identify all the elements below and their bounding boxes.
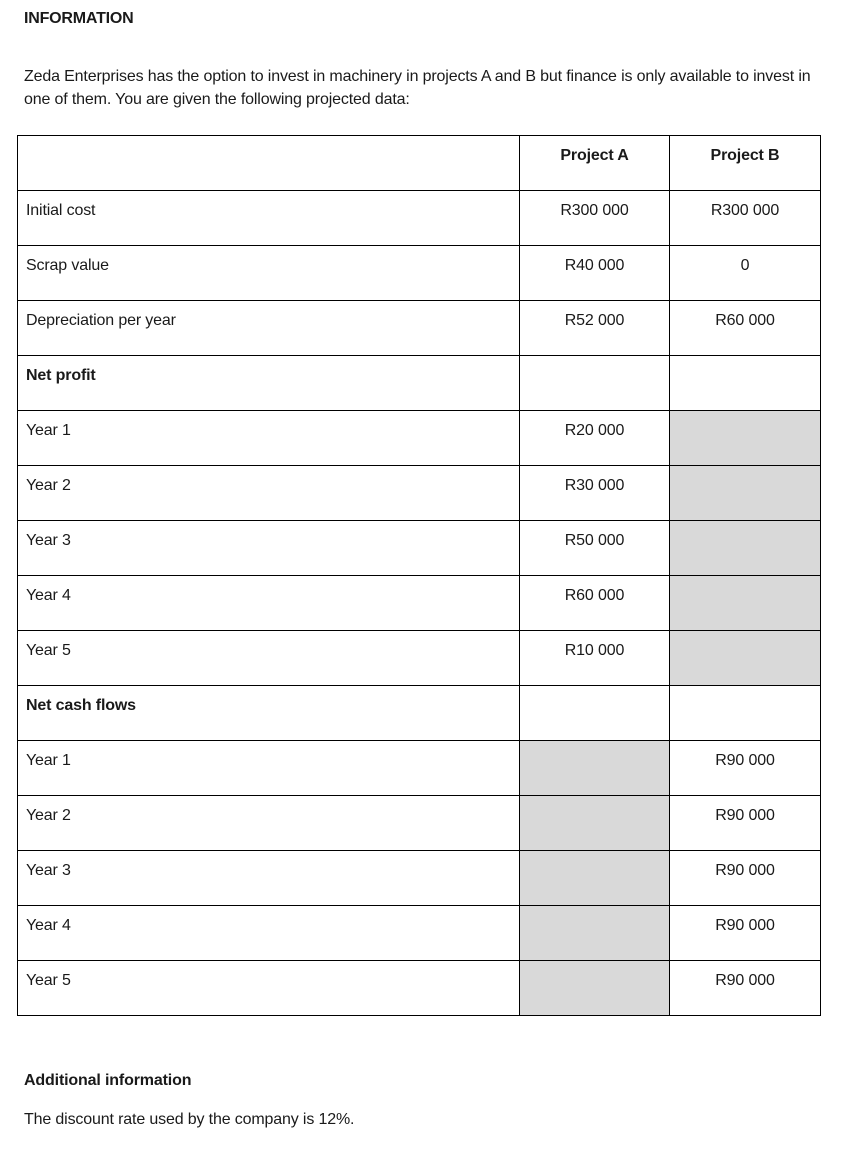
row-label: Scrap value — [18, 246, 520, 301]
shaded-cell — [670, 631, 821, 686]
row-label: Year 2 — [18, 796, 520, 851]
project-a-value: R40 000 — [520, 246, 670, 301]
table-row-initial-cost — [18, 191, 821, 246]
section-row-net-cash-flows — [18, 686, 821, 741]
project-a-value: R50 000 — [520, 521, 670, 576]
row-label: Year 2 — [18, 466, 520, 521]
project-a-value: R52 000 — [520, 301, 670, 356]
row-label: Year 3 — [18, 521, 520, 576]
project-b-value: 0 — [670, 246, 821, 301]
project-b-value: R90 000 — [670, 741, 821, 796]
shaded-cell — [520, 796, 670, 851]
row-label: Year 4 — [18, 576, 520, 631]
discount-rate-text: The discount rate used by the company is 12%. — [24, 1111, 355, 1128]
table-row-profit-year-4 — [18, 576, 821, 631]
shaded-cell — [670, 411, 821, 466]
shaded-cell — [670, 521, 821, 576]
row-label: Year 1 — [18, 411, 520, 466]
project-a-value: R30 000 — [520, 466, 670, 521]
project-b-value: R90 000 — [670, 961, 821, 1016]
intro-paragraph: Zeda Enterprises has the option to invest in machinery in projects A and B but finance is only available to invest in one of them. You are given the following projected data: — [24, 68, 811, 108]
additional-info-heading: Additional information — [24, 1072, 192, 1089]
project-a-value: R300 000 — [520, 191, 670, 246]
shaded-cell — [670, 576, 821, 631]
shaded-cell — [670, 466, 821, 521]
table-row-profit-year-2 — [18, 466, 821, 521]
row-label: Depreciation per year — [18, 301, 520, 356]
page-heading: INFORMATION — [24, 10, 134, 27]
project-b-value: R90 000 — [670, 906, 821, 961]
row-label: Year 3 — [18, 851, 520, 906]
table-row-profit-year-3 — [18, 521, 821, 576]
empty-cell — [670, 356, 821, 411]
table-row-cash-year-2 — [18, 796, 821, 851]
project-b-value: R60 000 — [670, 301, 821, 356]
shaded-cell — [520, 741, 670, 796]
project-b-value: R90 000 — [670, 851, 821, 906]
shaded-cell — [520, 961, 670, 1016]
table-row-profit-year-5 — [18, 631, 821, 686]
table-row-cash-year-4 — [18, 906, 821, 961]
section-title-net-profit: Net profit — [18, 356, 520, 411]
row-label: Year 1 — [18, 741, 520, 796]
project-a-value: R10 000 — [520, 631, 670, 686]
table-row-scrap-value — [18, 246, 821, 301]
shaded-cell — [520, 906, 670, 961]
row-label: Year 5 — [18, 961, 520, 1016]
projected-data-table — [17, 135, 821, 1016]
table-row-profit-year-1 — [18, 411, 821, 466]
project-b-value: R90 000 — [670, 796, 821, 851]
project-a-value: R60 000 — [520, 576, 670, 631]
table-header-row — [18, 136, 821, 191]
table-row-cash-year-1 — [18, 741, 821, 796]
project-b-value: R300 000 — [670, 191, 821, 246]
section-title-net-cash-flows: Net cash flows — [18, 686, 520, 741]
row-label: Year 5 — [18, 631, 520, 686]
empty-cell — [520, 356, 670, 411]
row-label: Year 4 — [18, 906, 520, 961]
table-row-cash-year-3 — [18, 851, 821, 906]
table-row-cash-year-5 — [18, 961, 821, 1016]
row-label: Initial cost — [18, 191, 520, 246]
header-label-cell — [18, 136, 520, 191]
table-row-depreciation — [18, 301, 821, 356]
section-row-net-profit — [18, 356, 821, 411]
header-project-b: Project B — [670, 136, 821, 191]
empty-cell — [520, 686, 670, 741]
header-project-a: Project A — [520, 136, 670, 191]
shaded-cell — [520, 851, 670, 906]
empty-cell — [670, 686, 821, 741]
project-a-value: R20 000 — [520, 411, 670, 466]
